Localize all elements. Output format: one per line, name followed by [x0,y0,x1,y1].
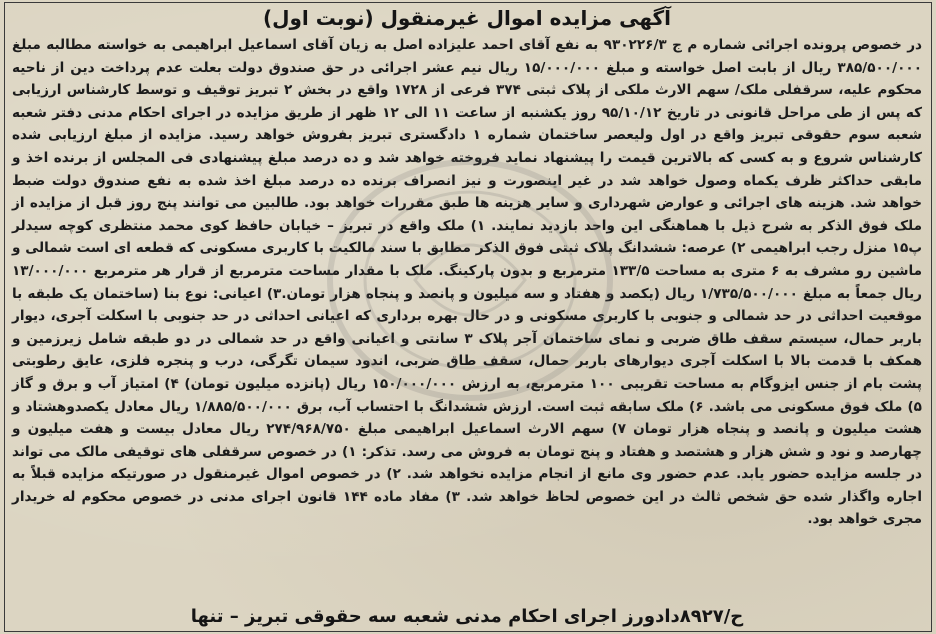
notice-body: در خصوص پرونده اجرائی شماره م ج ۹۳۰۲۲۶/۳ به نفع آقای احمد علیزاده اصل به زیان آقای اسماعیل ابراهیمی به خواسته مطالبه مبلغ ۳۸۵/۵۰۰/۰۰۰ ریال از بابت اصل خواسته و مبلغ ۱۵/۰۰۰/۰۰۰ ریال نیم عشر اجرائی در حق صندوق دولت بعلت عدم پرداخت دین از ناحیه محکوم علیه، سرقفلی ملک/ سهم الارث ملکی از پلاک ثبتی ۳۷۴ فرعی از ۱۷۲۸ واقع در بخش ۲ تبریز توقیف و توسط کارشناس ارزیابی که پس از طی مراحل قانونی در تاریخ ۹۵/۱۰/۱۲ روز یکشنبه از ساعت ۱۱ الی ۱۲ ظهر از طریق مزایده در اجرای احکام مدنی دفتر شعبه شعبه سوم حقوقی تبریز واقع در اول ولیعصر ساختمان شماره ۱ دادگستری تبریز بفروش خواهد رسید. مزایده از مبلغ ارزیابی شده کارشناس شروع و به کسی که بالاترین قیمت را پیشنهاد نماید فروخته خواهد شد و ده درصد مبلغ پیشنهادی فی المجلس از برنده اخذ و مابقی حداکثر ظرف یکماه وصول خواهد شد در غیر اینصورت و نیز انصراف برنده ده درصد مبلغ اخذ شده به نفع صندوق دولت ضبط خواهد شد. هزینه های اجرائی و عوارض شهرداری و سایر هزینه ها طبق مقررات خواهد بود. طالبین می توانند پنج روز قبل از مزایده از ملک فوق الذکر به شرح ذیل با هماهنگی این واحد بازدید نمایند. ۱) ملک واقع در تبریز – خیابان حافظ کوی محمد منتظری کوچه سیدلر پ۱۵ منزل رجب ابراهیمی ۲) عرصه: ششدانگ پلاک ثبتی فوق الذکر مطابق با سند مالکیت با کاربری مسکونی که قطعه ای است شمالی و ماشین رو مشرف به ۶ متری به مساحت ۱۳۳/۵ مترمربع و بدون پارکینگ. ملک با مقدار مساحت مترمربع از قرار هر مترمربع ۱۳/۰۰۰/۰۰۰ ریال جمعاً به مبلغ ۱/۷۳۵/۵۰۰/۰۰۰ ریال (یکصد و هفتاد و سه میلیون و پانصد و پنجاه هزار تومان.۳) اعیانی: نوع بنا (ساختمان یک طبقه با موقعیت احداثی در حد شمالی و جنوبی با کاربری مسکونی و در حال بهره برداری که اعیانی احداثی در حد جنوبی با اسکلت آجری، دیوار باربر حمال، سیستم سقف طاق ضربی و نمای ساختمان آجر پلاک ۳ سانتی و اعیانی واقع در حد شمالی در دو طبقه شامل زیرزمین و همکف با قدمت بالا با اسکلت آجری دیوارهای باربر حمال، سقف طاق ضربی، اندود سیمان تگرگی، درب و پنجره فلزی، عایق رطوبتی پشت بام از جنس ایزوگام به مساحت تقریبی ۱۰۰ مترمربع، به ارزش ۱۵۰/۰۰۰/۰۰۰ ریال (پانزده میلیون تومان) ۴) امتیاز آب و برق و گاز ۵) ملک فوق مسکونی می باشد. ۶) ملک سابقه ثبت است. ارزش ششدانگ با احتساب آب، برق ۱/۸۸۵/۵۰۰/۰۰۰ ریال معادل یکصدوهشتاد و هشت میلیون و پانصد و پنجاه هزار تومان ۷) سهم الارث اسماعیل ابراهیمی مبلغ ۲۷۴/۹۶۸/۷۵۰ ریال معادل بیست و هفت میلیون و چهارصد و نود و شش هزار و هشتصد و هفتاد و پنج تومان به فروش می رسد. تذکر: ۱) در خصوص سرقفلی های توقیفی مالک می تواند در جلسه مزایده حضور یابد. عدم حضور وی مانع از انجام مزایده نخواهد شد. ۲) در خصوص اموال غیرمنقول در صورتیکه مزایده قبلاً به اجاره واگذار شده حق شخص ثالث در این خصوص لحاظ خواهد شد. ۳) مفاد ماده ۱۴۴ قانون اجرای مدنی در خصوص محکوم له خریدار مجری خواهد بود. [12,37,923,528]
notice-title: آگهی مزایده اموال غیرمنقول (نوبت اول) [262,6,672,30]
notice-signature: ح/۸۹۲۷دادورز اجرای احکام مدنی شعبه سه حقوقی تبریز – تنها [190,606,744,627]
